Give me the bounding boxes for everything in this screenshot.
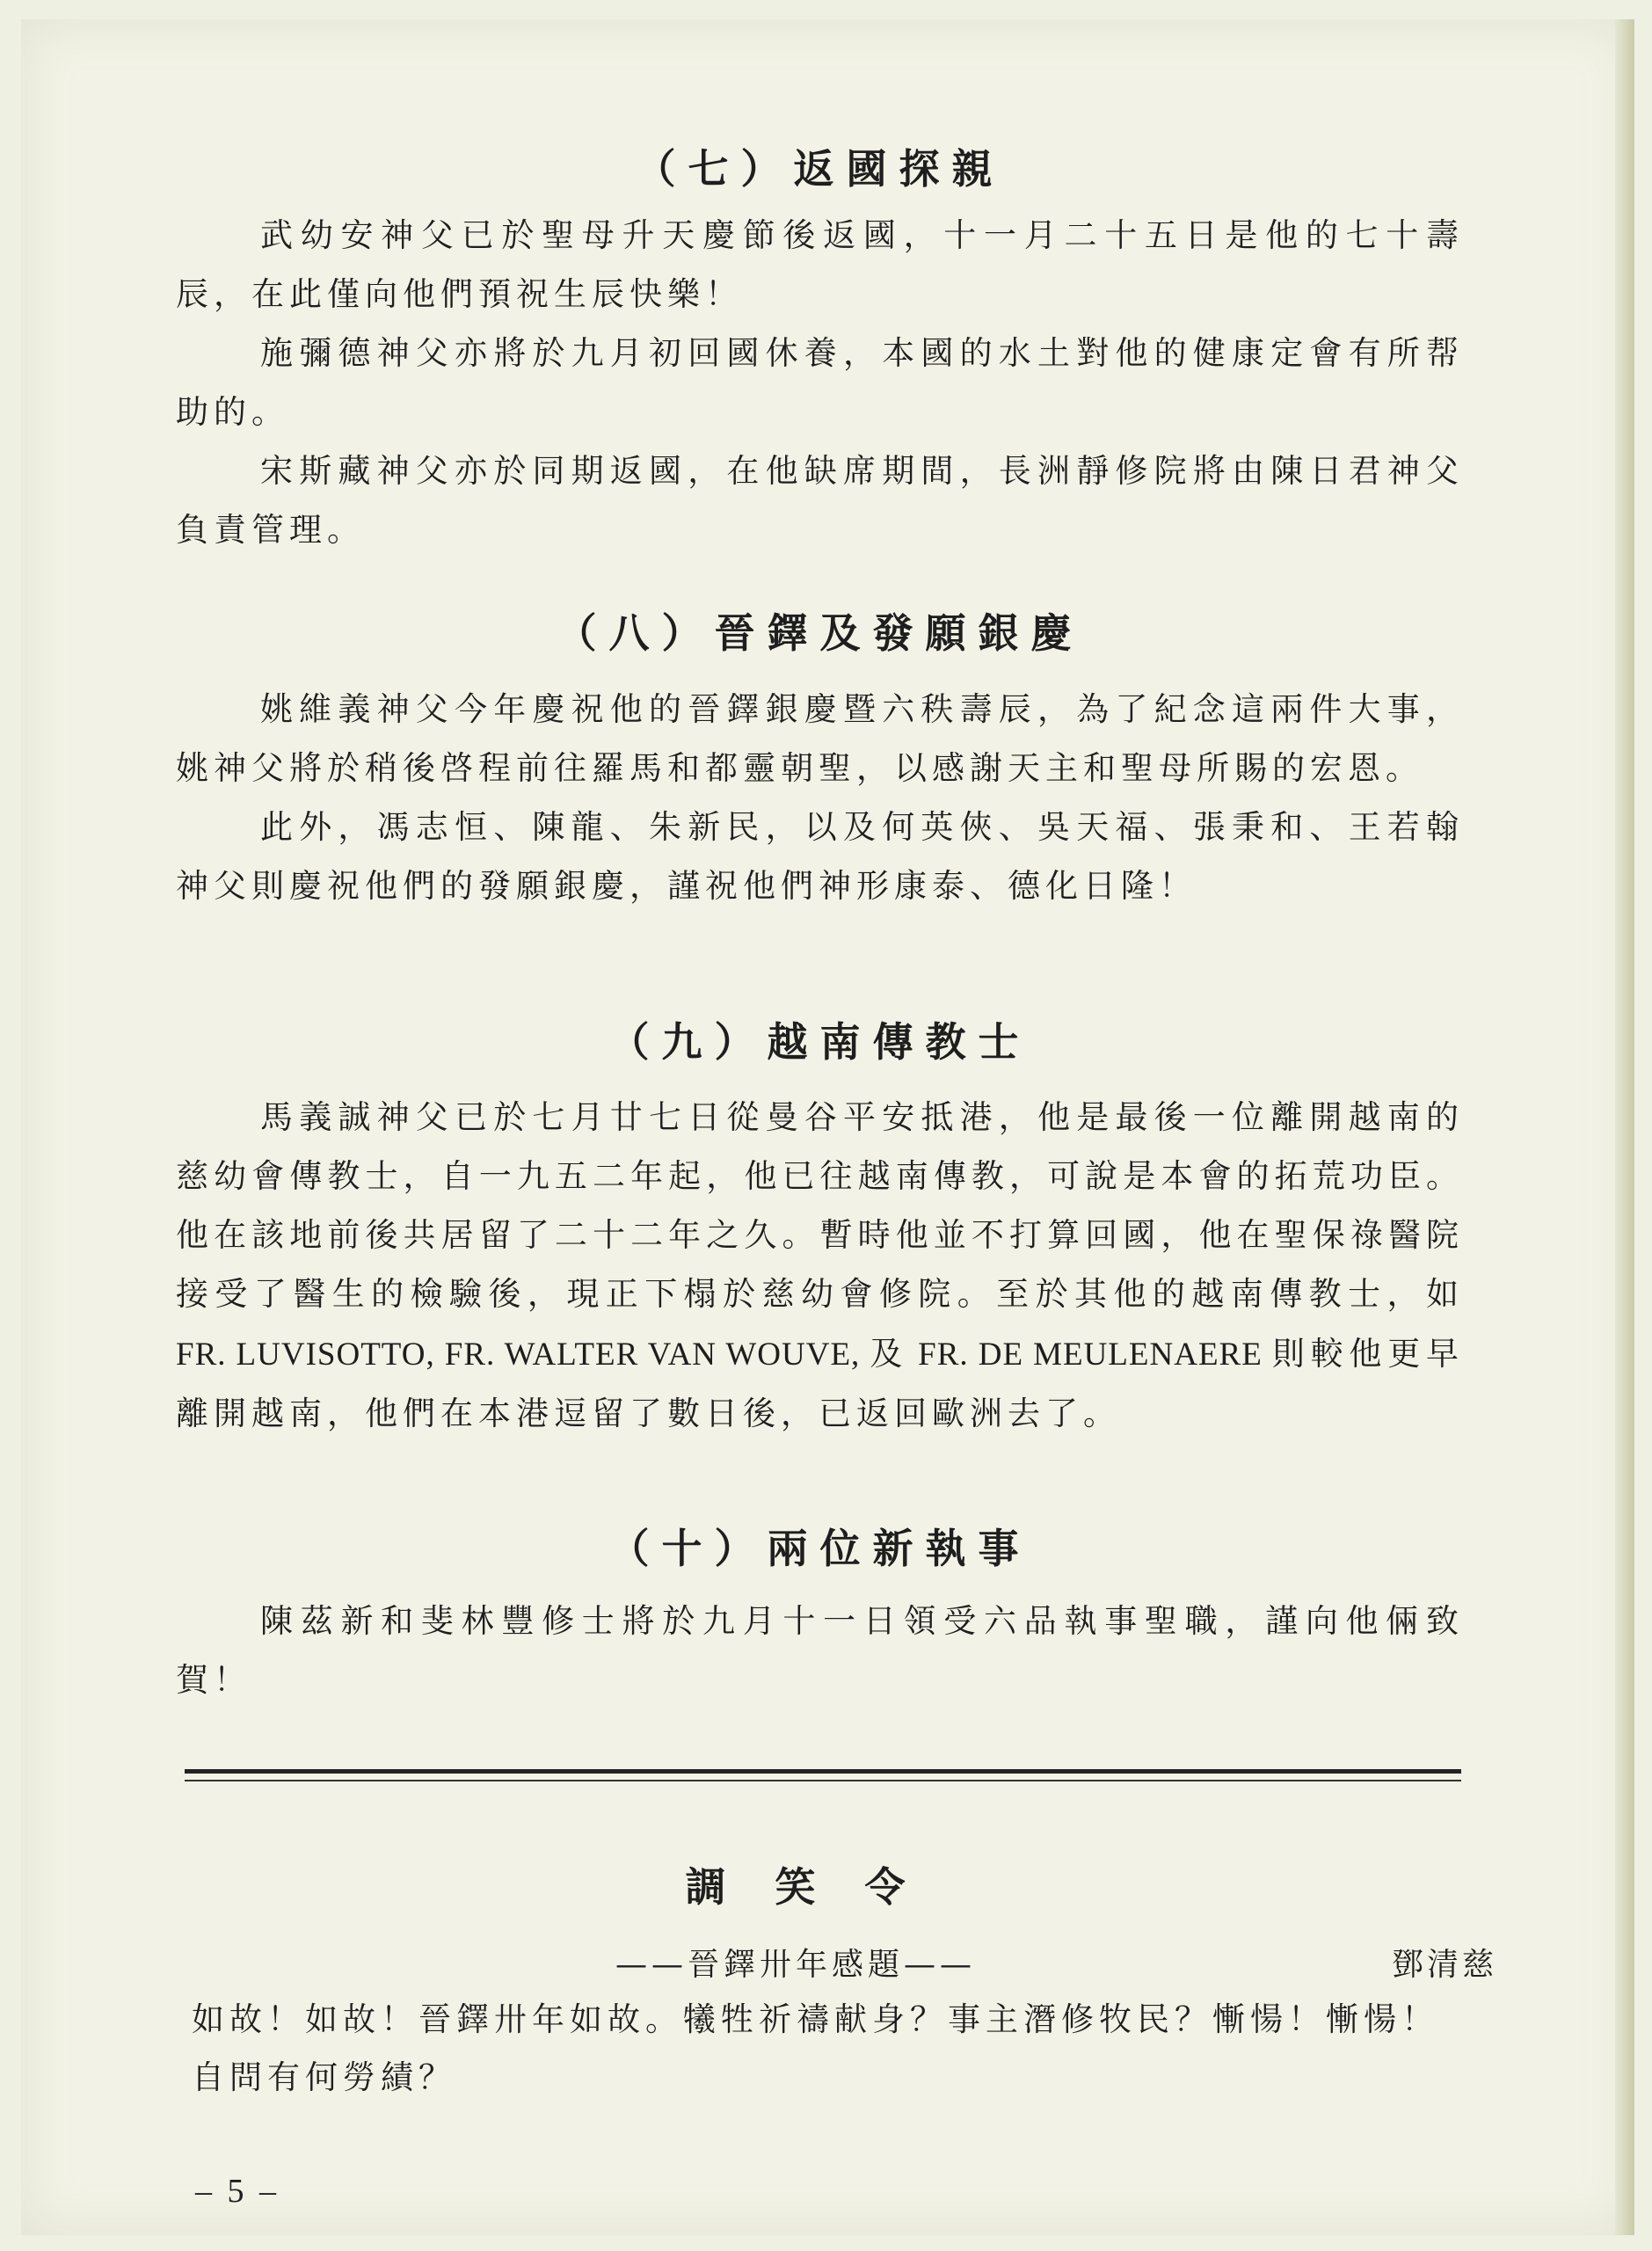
- section-title-9: （九）越南傳教士: [608, 1018, 1031, 1066]
- paragraph-text: 則較他更早離開越南，他們在本港逗留了數日後，已返回歐洲去了。: [176, 1335, 1465, 1432]
- paragraph: 陳茲新和斐林豐修士將於九月十一日領受六品執事聖職，謹向他倆致賀！: [176, 1602, 1464, 1699]
- paragraph: [176, 1088, 1464, 1443]
- latin-names: FR. DE MEULENAERE: [908, 1337, 1272, 1373]
- paragraph: 宋斯藏神父亦於同期返國，在他缺席期間，長洲靜修院將由陳日君神父負責管理。: [176, 452, 1464, 549]
- poem-author: 鄧清慈: [1391, 1947, 1497, 1983]
- divider-rule: [185, 1769, 1461, 1774]
- page-number: – 5 –: [195, 2173, 280, 2210]
- poem-title: 調笑令: [685, 1863, 955, 1911]
- page-binding-edge: [1615, 19, 1634, 2235]
- latin-names: FR. LUVISOTTO, FR. WALTER VAN WOUVE,: [176, 1337, 870, 1373]
- poem-subtitle: ——晉鐸卅年感題——: [615, 1947, 977, 1983]
- paragraph: 施彌德神父亦將於九月初回國休養，本國的水土對他的健康定會有所帮助的。: [176, 334, 1464, 431]
- section-title-8: （八）晉鐸及發願銀慶: [556, 609, 1084, 657]
- section-title-7: （七）返國探親: [635, 145, 1005, 193]
- poem-text: 如故！如故！晉鐸卅年如故。犧牲祈禱献身？事主潛修牧民？慚愓！慚愓！自問有何勞績？: [192, 2000, 1439, 2096]
- paragraph-text: 馬義誠神父已於七月廿七日從曼谷平安抵港，他是最後一位離開越南的慈幼會傳教士，自一九五二年起，他已往越南傳教，可說是本會的拓荒功臣。他在該地前後共居留了二十二年之久。暫時他並不打算回國，他在聖保祿醫院接受了醫生的檢驗後，現正下榻於慈幼會修院。至於其他的越南傳教士，如: [176, 1098, 1464, 1313]
- paragraph: 武幼安神父已於聖母升天慶節後返國，十一月二十五日是他的七十壽辰，在此僅向他們預祝生辰快樂！: [176, 216, 1464, 313]
- section-title-10: （十）兩位新執事: [608, 1525, 1031, 1572]
- paragraph: 此外，馮志恒、陳龍、朱新民，以及何英俠、吳天福、張秉和、王若翰神父則慶祝他們的發願銀慶，謹祝他們神形康泰、德化日隆！: [176, 808, 1464, 905]
- paragraph-text: 及: [870, 1335, 909, 1373]
- divider-rule: [185, 1780, 1461, 1781]
- paragraph: 姚維義神父今年慶祝他的晉鐸銀慶暨六秩壽辰，為了紀念這兩件大事，姚神父將於稍後啓程前往羅馬和都靈朝聖，以感謝天主和聖母所賜的宏恩。: [176, 690, 1464, 787]
